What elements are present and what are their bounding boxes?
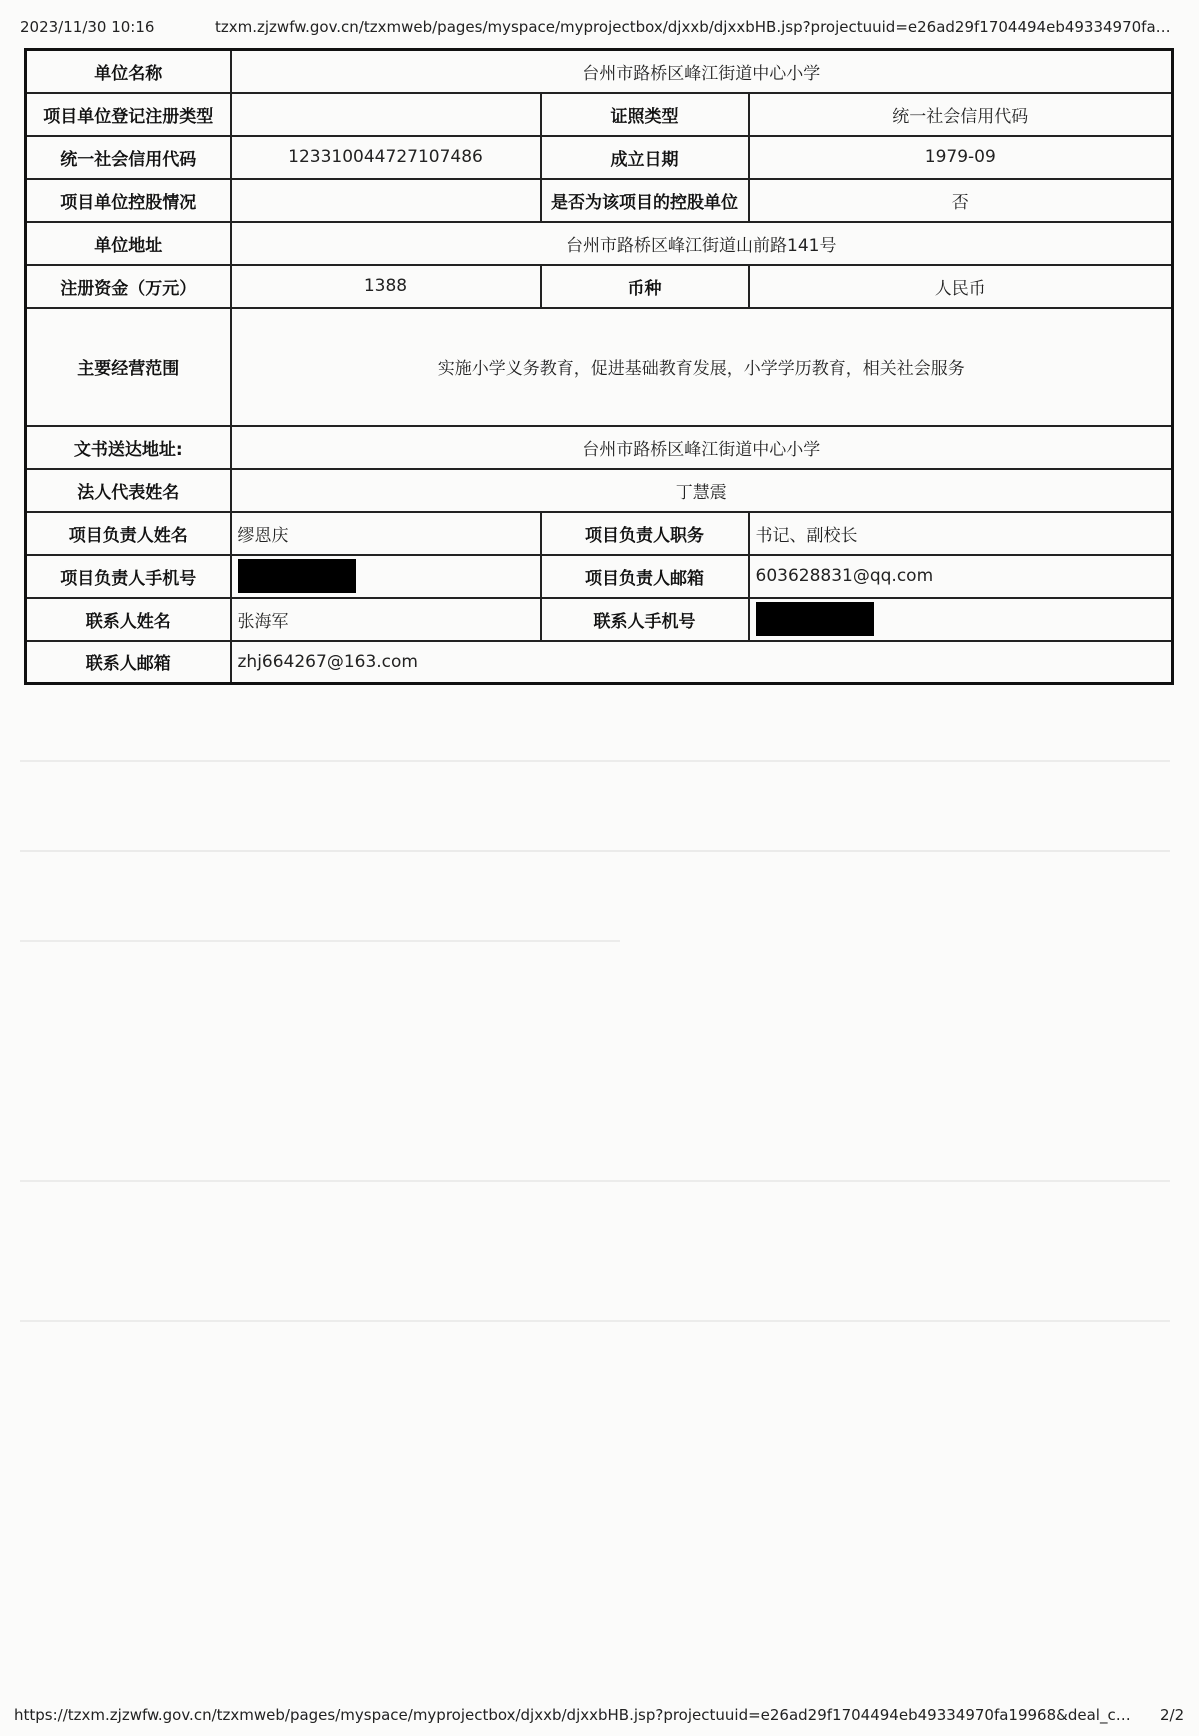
redaction-block — [756, 602, 874, 636]
pm-name-label: 项目负责人姓名 — [26, 512, 231, 555]
legal-rep-value: 丁慧震 — [231, 469, 1173, 512]
doc-address-label: 文书送达地址: — [26, 426, 231, 469]
holding-value — [231, 179, 541, 222]
print-url: tzxm.zjzwfw.gov.cn/tzxmweb/pages/myspace/myprojectbox/djxxb/djxxbHB.jsp?projectuuid=e26ad29f1704494eb49334970fa… — [215, 18, 1171, 36]
address-label: 单位地址 — [26, 222, 231, 265]
unit-name-value: 台州市路桥区峰江街道中心小学 — [231, 50, 1173, 93]
capital-label: 注册资金（万元） — [26, 265, 231, 308]
doc-address-value: 台州市路桥区峰江街道中心小学 — [231, 426, 1173, 469]
is-holder-label: 是否为该项目的控股单位 — [541, 179, 749, 222]
scope-value: 实施小学义务教育，促进基础教育发展，小学学历教育，相关社会服务 — [231, 308, 1173, 426]
scope-label: 主要经营范围 — [26, 308, 231, 426]
row-unit-name — [26, 50, 1173, 93]
currency-value: 人民币 — [749, 265, 1173, 308]
row-legal-rep — [26, 469, 1173, 512]
pm-title-label: 项目负责人职务 — [541, 512, 749, 555]
credit-code-label: 统一社会信用代码 — [26, 136, 231, 179]
row-credit-code — [26, 136, 1173, 179]
legal-rep-label: 法人代表姓名 — [26, 469, 231, 512]
contact-email-value: zhj664267@163.com — [231, 641, 1173, 684]
row-pm-name — [26, 512, 1173, 555]
row-doc-address — [26, 426, 1173, 469]
pm-email-value: 603628831@qq.com — [749, 555, 1173, 598]
cert-type-label: 证照类型 — [541, 93, 749, 136]
est-date-label: 成立日期 — [541, 136, 749, 179]
row-contact-email — [26, 641, 1173, 684]
footer-url: https://tzxm.zjzwfw.gov.cn/tzxmweb/pages/myspace/myprojectbox/djxxb/djxxbHB.jsp?projectuuid=e26ad29f1704494eb49334970fa19968&deal_c… — [14, 1706, 1131, 1724]
pm-phone-value — [231, 555, 541, 598]
credit-code-value: 123310044727107486 — [231, 136, 541, 179]
pm-email-label: 项目负责人邮箱 — [541, 555, 749, 598]
est-date-value: 1979-09 — [749, 136, 1173, 179]
holding-label: 项目单位控股情况 — [26, 179, 231, 222]
row-reg-type — [26, 93, 1173, 136]
page-number: 2/2 — [1160, 1706, 1185, 1724]
row-address — [26, 222, 1173, 265]
contact-name-value: 张海军 — [231, 598, 541, 641]
contact-phone-label: 联系人手机号 — [541, 598, 749, 641]
unit-name-label: 单位名称 — [26, 50, 231, 93]
reg-type-label: 项目单位登记注册类型 — [26, 93, 231, 136]
row-scope — [26, 308, 1173, 426]
bleed-through-shadow — [20, 760, 1170, 1660]
redaction-block — [238, 559, 356, 593]
row-capital — [26, 265, 1173, 308]
contact-name-label: 联系人姓名 — [26, 598, 231, 641]
cert-type-value: 统一社会信用代码 — [749, 93, 1173, 136]
contact-phone-value — [749, 598, 1173, 641]
row-contact-name — [26, 598, 1173, 641]
row-holding — [26, 179, 1173, 222]
currency-label: 币种 — [541, 265, 749, 308]
pm-title-value: 书记、副校长 — [749, 512, 1173, 555]
reg-type-value — [231, 93, 541, 136]
is-holder-value: 否 — [749, 179, 1173, 222]
pm-phone-label: 项目负责人手机号 — [26, 555, 231, 598]
contact-email-label: 联系人邮箱 — [26, 641, 231, 684]
print-date: 2023/11/30 10:16 — [20, 18, 155, 36]
pm-name-value: 缪恩庆 — [231, 512, 541, 555]
address-value: 台州市路桥区峰江街道山前路141号 — [231, 222, 1173, 265]
registration-form-table — [24, 48, 1174, 685]
capital-value: 1388 — [231, 265, 541, 308]
row-pm-phone — [26, 555, 1173, 598]
